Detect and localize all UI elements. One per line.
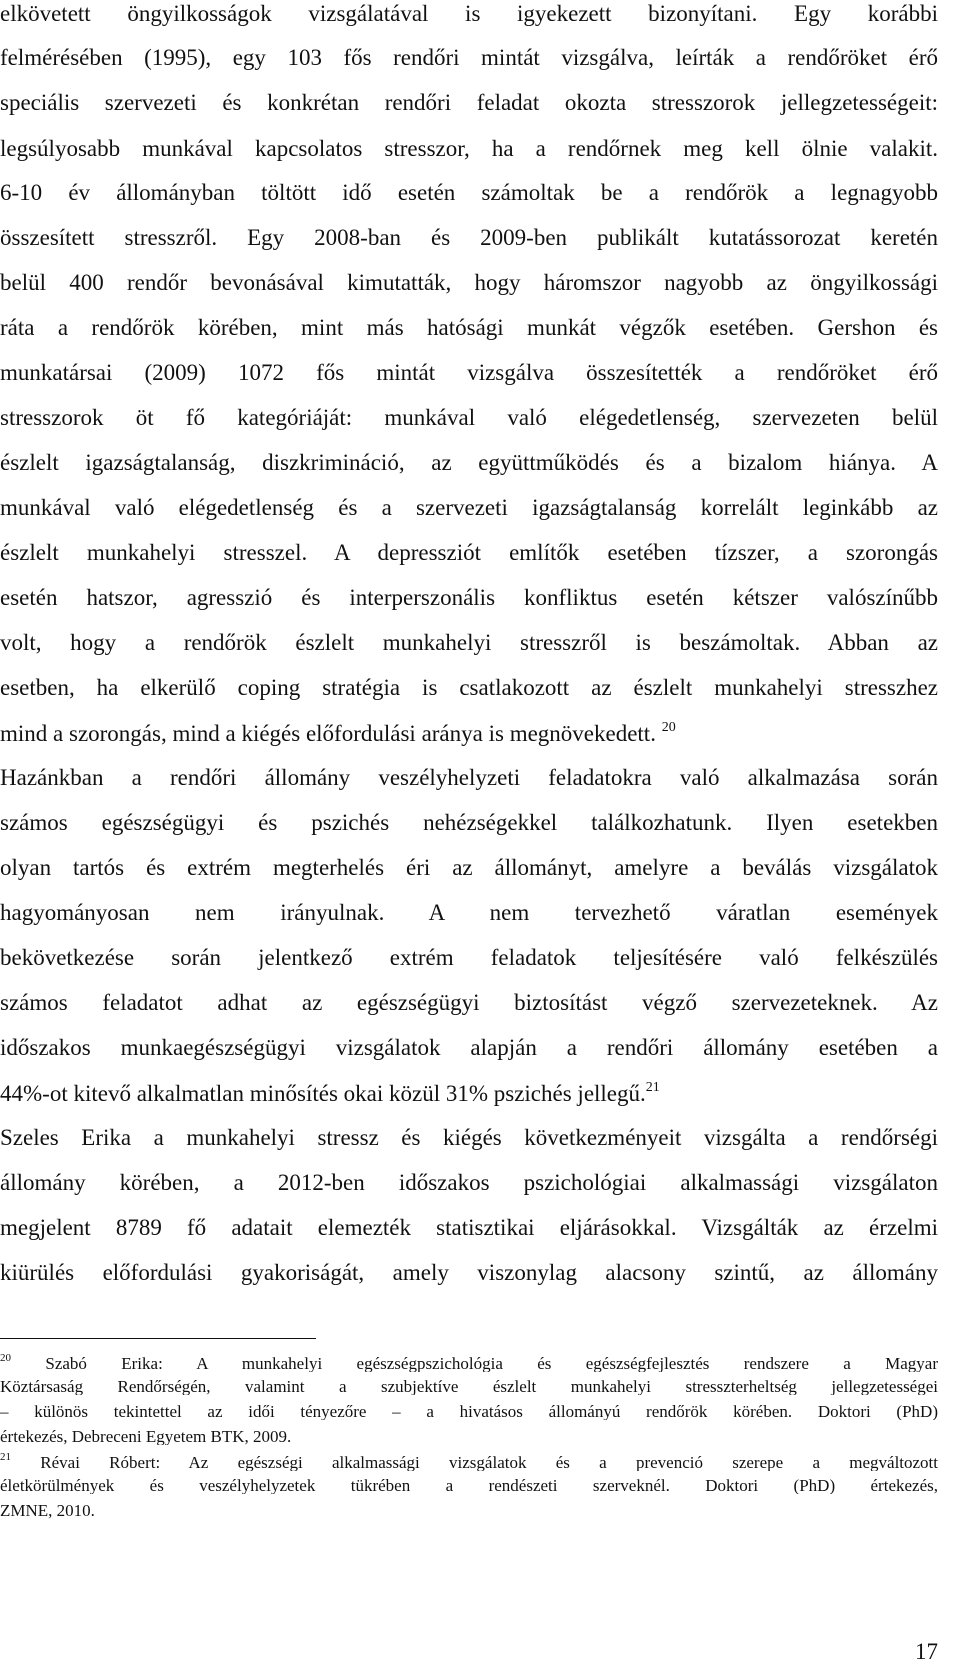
body-line: számos feladatot adhat az egészségügyi biztosítást végző szervezeteknek. Az [0,991,938,1015]
footnote-line [0,1353,938,1372]
footnote-line: ZMNE, 2010. [0,1502,95,1519]
body-line: ráta a rendőrök körében, mint más hatósági munkát végzők esetében. Gershon és [0,316,938,340]
body-line [0,721,938,751]
body-line: Hazánkban a rendőri állomány veszélyhelyzeti feladatokra való alkalmazása során [0,766,938,790]
body-line: Szeles Erika a munkahelyi stressz és kiégés következményeit vizsgálta a rendőrségi [0,1126,938,1150]
footnote-ref-20[interactable]: 20 [661,721,676,735]
body-line-text: 44%-ot kitevő alkalmatlan minősítés okai közül 31% pszichés jellegű. [0,1081,646,1106]
footnote-line: értekezés, Debreceni Egyetem BTK, 2009. [0,1428,292,1445]
footnote-number: 21 [0,1452,11,1463]
body-line: számos egészségügyi és pszichés nehézségekkel találkozhatunk. Ilyen esetekben [0,811,938,835]
body-line: megjelent 8789 fő adatait elemezték statisztikai eljárásokkal. Vizsgálták az érzelmi [0,1216,938,1240]
body-line: speciális szervezeti és konkrétan rendőri feladat okozta stresszorok jellegzetességeit: [0,91,938,115]
body-line [0,1081,938,1111]
body-line: legsúlyosabb munkával kapcsolatos stresszor, ha a rendőrnek meg kell ölnie valakit. [0,137,938,161]
body-line: munkatársai (2009) 1072 fős mintát vizsgálva összesítették a rendőröket érő [0,361,938,385]
footnote-separator [0,1338,316,1339]
footnote-line: – különös tekintettel az idői tényezőre – a hivatásos állományú rendőrök körében. Doktori (PhD) [0,1403,938,1420]
footnote-line [0,1452,938,1471]
body-line: olyan tartós és extrém megterhelés éri az állományt, amelyre a beválás vizsgálatok [0,856,938,880]
body-line: volt, hogy a rendőrök észlelt munkahelyi stresszről is beszámoltak. Abban az [0,631,938,655]
body-line: elkövetett öngyilkosságok vizsgálatával is igyekezett bizonyítani. Egy korábbi [0,2,938,26]
body-line: felmérésében (1995), egy 103 fős rendőri mintát vizsgálva, leírták a rendőröket érő [0,46,938,70]
body-line: esetén hatszor, agresszió és interperszonális konfliktus esetén kétszer valószínűbb [0,586,938,610]
body-line: hagyományosan nem irányulnak. A nem tervezhető váratlan események [0,901,938,925]
body-line: észlelt munkahelyi stresszel. A depressziót említők esetében tízszer, a szorongás [0,541,938,565]
footnote-line: életkörülmények és veszélyhelyzetek tükrében a rendészeti szerveknél. Doktori (PhD) értekezés, [0,1477,938,1494]
footnote-number: 20 [0,1353,11,1364]
body-line: észlelt igazságtalanság, diszkrimináció, az együttműködés és a bizalom hiánya. A [0,451,938,475]
footnote-line: Köztársaság Rendőrségén, valamint a szubjektíve észlelt munkahelyi stresszterheltség jellegzetességei [0,1378,938,1395]
body-line: kiürülés előfordulási gyakoriságát, amely viszonylag alacsony szintű, az állomány [0,1261,938,1285]
page-number: 17 [915,1639,938,1664]
footnote-ref-21[interactable]: 21 [645,1081,660,1095]
body-line: stresszorok öt fő kategóriáját: munkával való elégedetlenség, szervezeten belül [0,406,938,430]
body-line: összesített stresszről. Egy 2008-ban és 2009-ben publikált kutatássorozat keretén [0,226,938,250]
body-line: esetben, ha elkerülő coping stratégia is csatlakozott az észlelt munkahelyi stresszhez [0,676,938,700]
body-line: munkával való elégedetlenség és a szervezeti igazságtalanság korrelált leginkább az [0,496,938,520]
body-line: időszakos munkaegészségügyi vizsgálatok alapján a rendőri állomány esetében a [0,1036,938,1060]
body-line: belül 400 rendőr bevonásával kimutatták, hogy háromszor nagyobb az öngyilkossági [0,271,938,295]
body-line: 6-10 év állományban töltött idő esetén számoltak be a rendőrök a legnagyobb [0,181,938,205]
body-line-text: mind a szorongás, mind a kiégés előfordulási aránya is megnövekedett. [0,721,656,746]
body-line: állomány körében, a 2012-ben időszakos pszichológiai alkalmassági vizsgálaton [0,1171,938,1195]
footnote-text: Révai Róbert: Az egészségi alkalmassági vizsgálatok és a prevenció szerepe a megváltozott [40,1453,938,1471]
footnote-text: Szabó Erika: A munkahelyi egészségpszichológia és egészségfejlesztés rendszere a Magyar [45,1354,938,1372]
body-line: bekövetkezése során jelentkező extrém feladatok teljesítésére való felkészülés [0,946,938,970]
